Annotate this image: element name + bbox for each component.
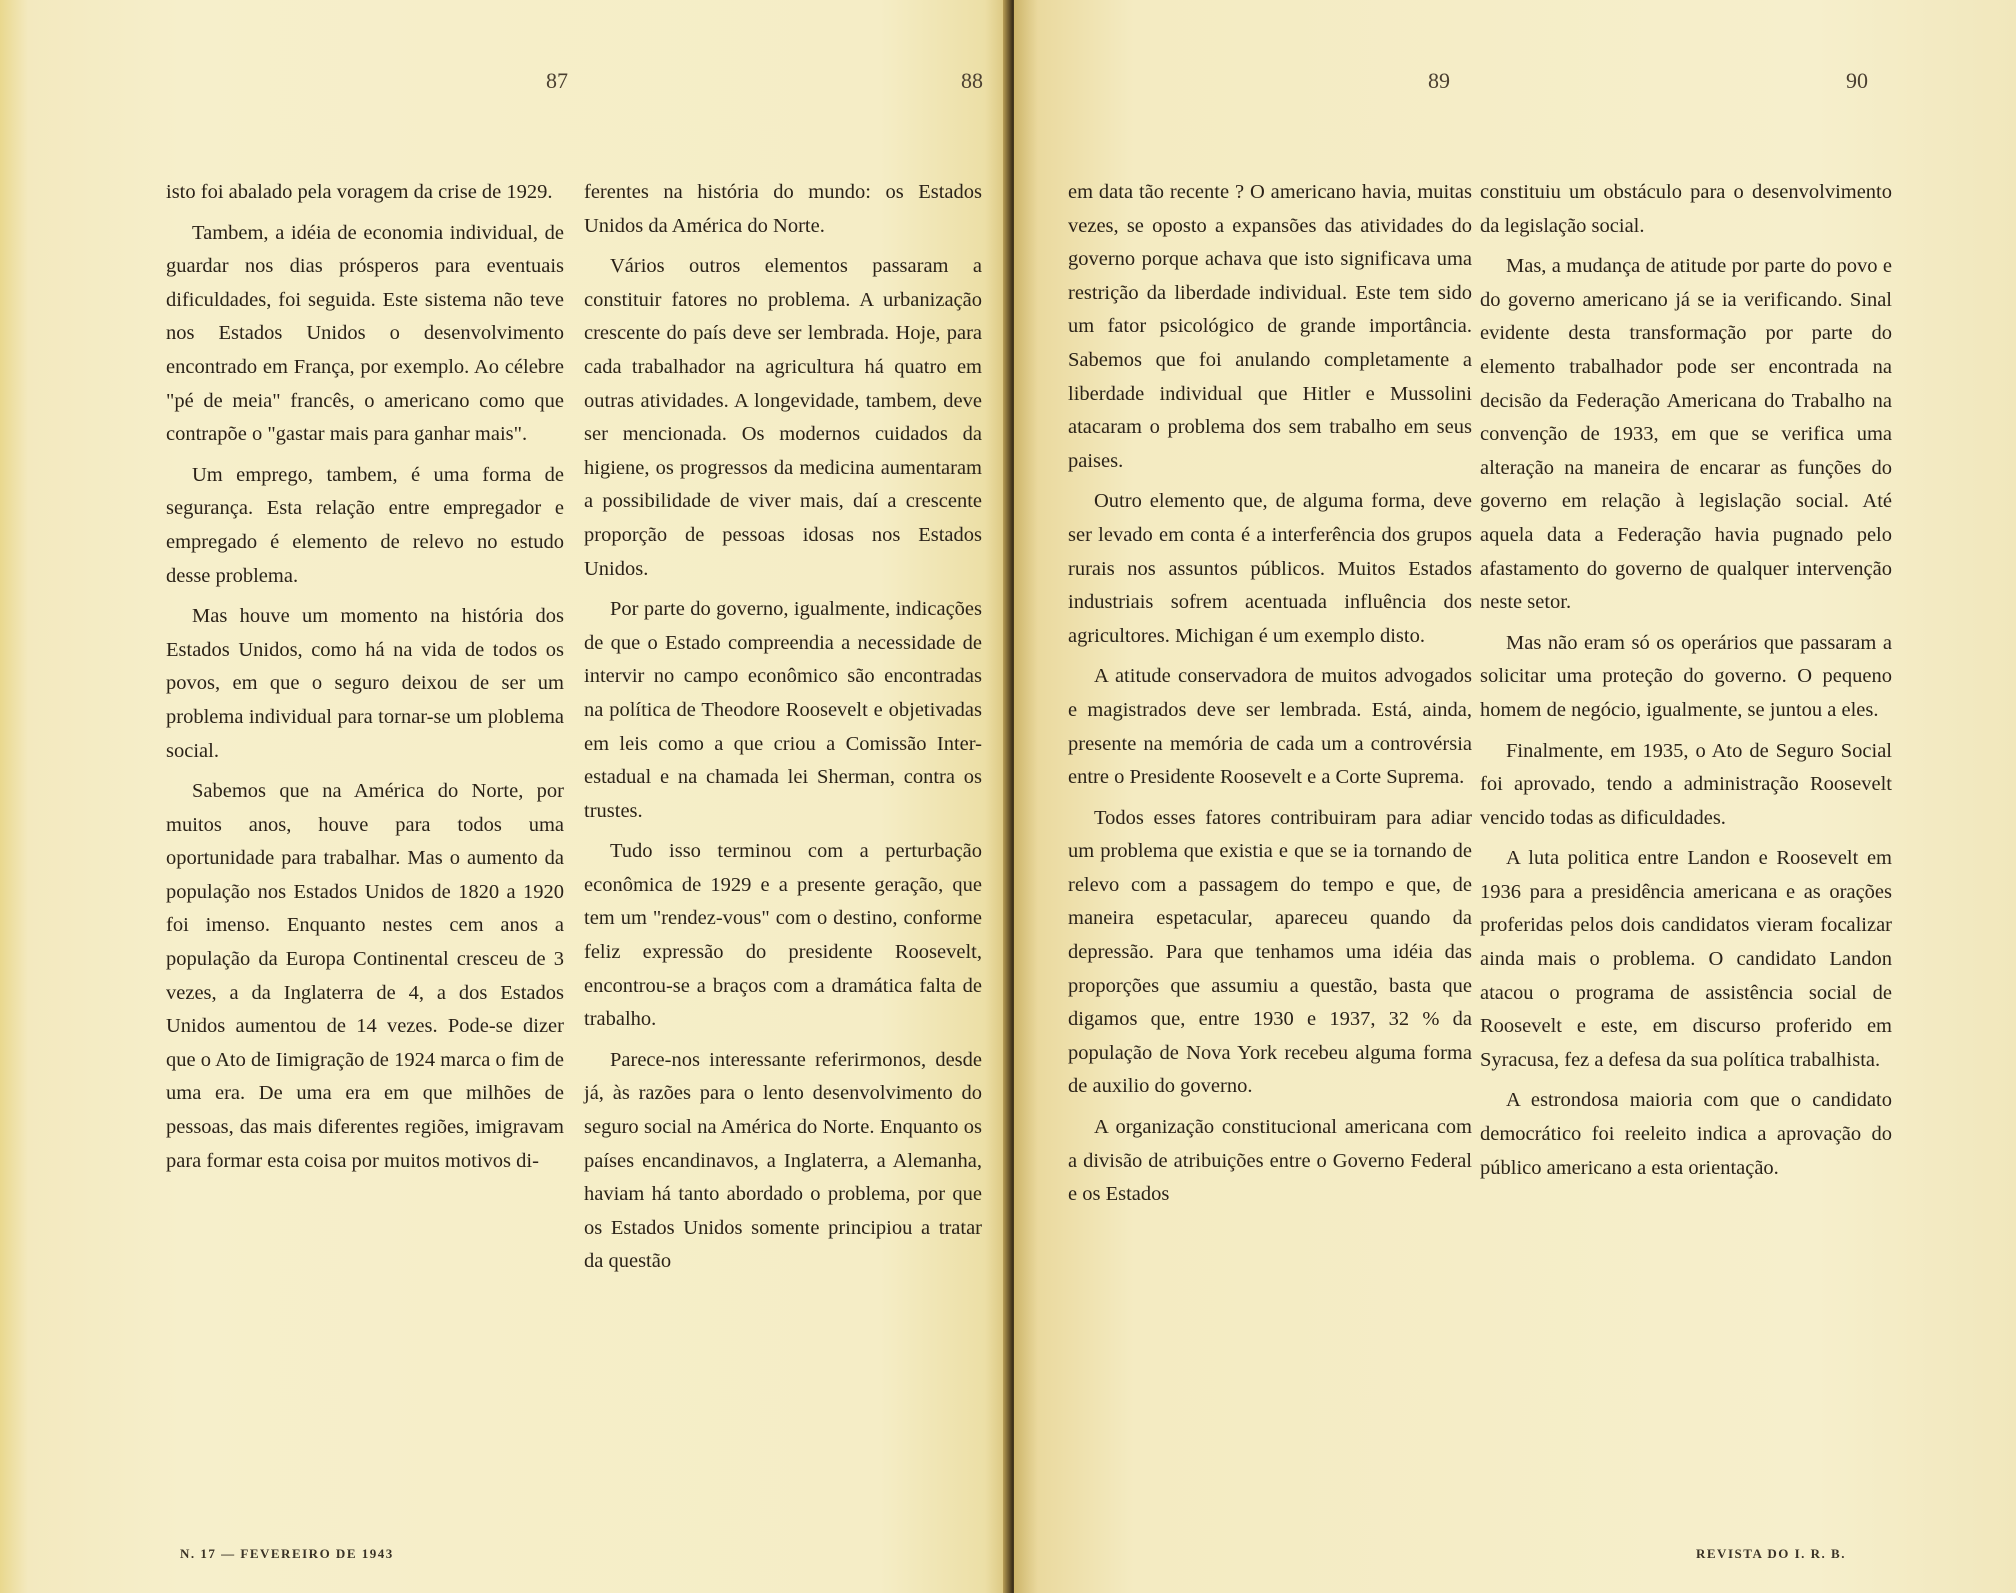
column-page-89 <box>1068 176 1472 1219</box>
paragraph: ferentes na história do mundo: os Estados Unidos da América do Norte. <box>584 181 982 237</box>
page-number-90: 90 <box>1846 68 1868 93</box>
paragraph: Sabemos que na América do Norte, por muitos anos, houve para todos uma oportunidade para trabalhar. Mas o aumento da população nos Estados Unidos de 1820 a 1920 foi imenso. Enquanto nestes cem anos a população da Europa Continental cresceu de 3 vezes, a da Inglaterra de 4, a dos Estados Unidos aumentou de 14 vezes. Pode-se dizer que o Ato de Iimigração de 1924 marca o fim de uma era. De uma era em que milhões de pessoas, das mais diferentes regiões, imigravam para formar esta coisa por muitos motivos di- <box>166 780 564 1172</box>
paragraph: A organização constitucional americana com a divisão de atribuições entre o Governo Federal e os Estados <box>1068 1116 1472 1206</box>
column-page-87 <box>166 176 564 1185</box>
right-leaf <box>1014 0 2016 1593</box>
paragraph: Por parte do governo, igualmente, indicações de que o Estado compreendia a necessidade de intervir no campo econômico são encontradas na política de Theodore Roosevelt e objetivadas em leis como a que criou a Comissão Inter-estadual e na chamada lei Sherman, contra os trustes. <box>584 598 982 822</box>
paragraph: constituiu um obstáculo para o desenvolvimento da legislação social. <box>1480 181 1892 237</box>
paragraph: Vários outros elementos passaram a constituir fatores no problema. A urbanização crescente do país deve ser lembrada. Hoje, para cada trabalhador na agricultura há quatro em outras atividades. A longevidade, tambem, deve ser mencionada. Os modernos cuidados da higiene, os progressos da medicina aumentaram a possibilidade de viver mais, daí a crescente proporção de pessoas idosas nos Estados Unidos. <box>584 255 982 580</box>
paragraph: Mas houve um momento na história dos Estados Unidos, como há na vida de todos os povos, em que o seguro deixou de ser um problema individual para tornar-se um ploblema social. <box>166 605 564 762</box>
column-page-88 <box>584 176 982 1286</box>
paragraph: Tudo isso terminou com a perturbação econômica de 1929 e a presente geração, que tem um "rendez-vous" com o destino, conforme feliz expressão do presidente Roosevelt, encontrou-se a braços com a dramática falta de trabalho. <box>584 840 982 1031</box>
paragraph: Outro elemento que, de alguma forma, deve ser levado em conta é a interferência dos grupos rurais nos assuntos públicos. Muitos Estados industriais sofrem acentuada influência dos agricultores. Michigan é um exemplo disto. <box>1068 490 1472 647</box>
paragraph: A atitude conservadora de muitos advogados e magistrados deve ser lembrada. Está, ainda, presente na memória de cada um a controvérsia entre o Presidente Roosevelt e a Corte Suprema. <box>1068 665 1472 789</box>
paragraph: em data tão recente ? O americano havia, muitas vezes, se oposto a expansões das atividades do governo porque achava que isto significava uma restrição da liberdade individual. Este tem sido um fator psicológico de grande importância. Sabemos que foi anulando completamente a liberdade individual que Hitler e Mussolini atacaram o problema dos sem trabalho em seus paises. <box>1068 181 1472 472</box>
footer-issue-date: N. 17 — FEVEREIRO DE 1943 <box>180 1546 394 1561</box>
paragraph: Mas não eram só os operários que passaram a solicitar uma proteção do governo. O pequeno homem de negócio, igualmente, se juntou a eles. <box>1480 631 1892 721</box>
paragraph: A luta politica entre Landon e Roosevelt em 1936 para a presidência americana e as orações proferidas pelos dois candidatos vieram focalizar ainda mais o problema. O candidato Landon atacou o programa de assistência social de Roosevelt e este, em discurso proferido em Syracusa, fez a defesa da sua política trabalhista. <box>1480 847 1892 1071</box>
paragraph: Um emprego, tambem, é uma forma de segurança. Esta relação entre empregador e empregado é elemento de relevo no estudo desse problema. <box>166 463 564 587</box>
page-number-88: 88 <box>961 68 983 93</box>
paragraph: Todos esses fatores contribuiram para adiar um problema que existia e que se ia tornando de relevo com a passagem do tempo e que, de maneira espetacular, apareceu quando da depressão. Para que tenhamos uma idéia das proporções que assumiu a questão, basta que digamos que, entre 1930 e 1937, 32 % da população de Nova York recebeu alguma forma de auxilio do governo. <box>1068 806 1472 1098</box>
footer-journal-title: REVISTA DO I. R. B. <box>1696 1546 1846 1561</box>
page-number-87: 87 <box>546 68 568 93</box>
paragraph: Tambem, a idéia de economia individual, de guardar nos dias prósperos para eventuais dificuldades, foi seguida. Este sistema não teve nos Estados Unidos o desenvolvimento encontrado em França, por exemplo. Ao célebre "pé de meia" francês, o americano como que contrapõe o "gastar mais para ganhar mais". <box>166 221 564 446</box>
paragraph: Finalmente, em 1935, o Ato de Seguro Social foi aprovado, tendo a administração Roosevelt vencido todas as dificuldades. <box>1480 739 1892 829</box>
paragraph: Mas, a mudança de atitude por parte do povo e do governo americano já se ia verificando. Sinal evidente desta transformação por parte do elemento trabalhador pode ser encontrada na decisão da Federação Americana do Trabalho na convenção de 1933, em que se verifica uma alteração na maneira de encarar as funções do governo em relação à legislação social. Até aquela data a Federação havia pugnado pelo afastamento do governo de qualquer intervenção neste setor. <box>1480 255 1892 614</box>
paragraph: A estrondosa maioria com que o candidato democrático foi reeleito indica a aprovação do público americano a esta orientação. <box>1480 1089 1892 1179</box>
column-page-90 <box>1480 176 1892 1192</box>
page-number-89: 89 <box>1428 68 1450 93</box>
paragraph: isto foi abalado pela voragem da crise de 1929. <box>166 181 553 203</box>
paragraph: Parece-nos interessante referirmonos, desde já, às razões para o lento desenvolvimento do seguro social na América do Norte. Enquanto os países encandinavos, a Inglaterra, a Alemanha, haviam há tanto abordado o problema, por que os Estados Unidos somente principiou a tratar da questão <box>584 1048 982 1273</box>
